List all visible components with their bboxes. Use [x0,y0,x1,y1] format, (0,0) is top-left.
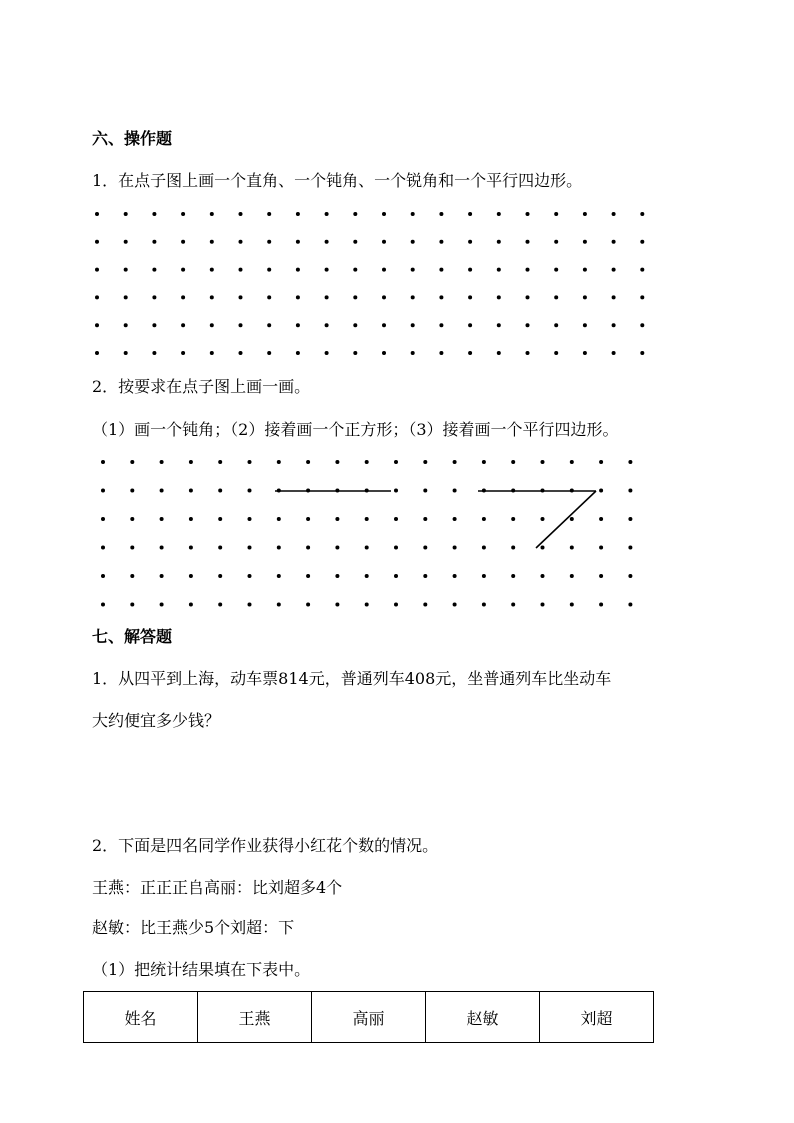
grid-dot [210,240,214,244]
grid-dot [189,546,193,550]
grid-dot [423,546,427,550]
grid-dot [365,603,369,607]
grid-dot [130,574,134,578]
grid-dot [124,351,128,355]
grid-dot [554,268,558,272]
dot-grid-2 [101,460,632,607]
grid-dot [296,295,300,299]
grid-dot [628,574,632,578]
grid-dot [152,351,156,355]
section-6-title: 六、操作题 [92,129,173,148]
table-header-cell: 刘超 [540,992,654,1043]
grid-dot [482,574,486,578]
grid-dot [218,546,222,550]
grid-dot [160,574,164,578]
grid-dot [218,574,222,578]
grid-dot [277,546,281,550]
grid-dot [160,546,164,550]
grid-dot [189,517,193,521]
grid-dot [306,603,310,607]
question-6-1: 1．在点子图上画一个直角、一个钝角、一个锐角和一个平行四边形。 [92,171,583,190]
grid-dot [541,574,545,578]
question-7-2: 2．下面是四名同学作业获得小红花个数的情况。 [92,836,439,855]
grid-dot [152,240,156,244]
grid-dot [365,574,369,578]
grid-dot [306,546,310,550]
grid-dot [382,212,386,216]
grid-dot [335,517,339,521]
grid-dot [248,460,252,464]
grid-dot [248,574,252,578]
grid-dot [453,517,457,521]
question-6-2: 2．按要求在点子图上画一画。 [92,377,311,396]
grid-dot [526,295,530,299]
grid-dot [453,460,457,464]
grid-dot [526,323,530,327]
grid-dot [335,460,339,464]
grid-dot [95,268,99,272]
grid-dot [394,460,398,464]
grid-dot [218,460,222,464]
grid-dot [325,240,329,244]
grid-dot [599,574,603,578]
grid-dot [382,295,386,299]
section-7-title: 七、解答题 [92,627,173,646]
grid-dot [482,460,486,464]
grid-dot [160,460,164,464]
grid-dot [335,574,339,578]
grid-dot [210,268,214,272]
grid-dot [325,351,329,355]
grid-dot [570,460,574,464]
grid-dot [468,295,472,299]
grid-dot [124,295,128,299]
grid-dot [628,489,632,493]
grid-dot [365,517,369,521]
grid-dot [439,240,443,244]
grid-dot [296,323,300,327]
segment-diagonal [536,491,596,548]
grid-dot [160,517,164,521]
grid-dot [583,240,587,244]
grid-dot [353,351,357,355]
grid-dot [267,212,271,216]
question-7-2-sub-1: （1）把统计结果填在下表中。 [92,960,311,979]
grid-dot [511,574,515,578]
grid-dot [612,268,616,272]
grid-dot [382,351,386,355]
drawn-segments [275,491,596,548]
grid-dot [640,212,644,216]
table-header-cell: 王燕 [198,992,312,1043]
grid-dot [640,240,644,244]
grid-dot [160,603,164,607]
grid-dot [411,295,415,299]
grid-dot [511,460,515,464]
grid-dot [267,351,271,355]
grid-dot [218,603,222,607]
question-7-2-line-a: 王燕：正正正𠂤高丽：比刘超多4个 [92,878,343,897]
grid-dot [210,212,214,216]
grid-dot [439,295,443,299]
grid-dot [599,517,603,521]
grid-dot [468,323,472,327]
grid-dot [277,517,281,521]
grid-dot [296,212,300,216]
grid-dot [526,240,530,244]
grid-dot [541,603,545,607]
grid-dot [101,574,105,578]
grid-dot [181,240,185,244]
grid-dot [612,240,616,244]
grid-dot [394,546,398,550]
grid-dot [468,212,472,216]
grid-dot [130,603,134,607]
grid-dot [468,240,472,244]
question-7-1-line-1: 1．从四平到上海，动车票814元，普通列车408元，坐普通列车比坐动车 [92,669,612,688]
grid-dot [570,517,574,521]
tally-table [83,991,654,1043]
grid-dot [482,517,486,521]
grid-dot [599,460,603,464]
grid-dot [267,268,271,272]
grid-dot [189,574,193,578]
grid-dot [411,351,415,355]
grid-dot [439,212,443,216]
grid-dot [239,240,243,244]
grid-dot [411,323,415,327]
grid-dot [210,295,214,299]
grid-dot [325,268,329,272]
grid-dot [541,460,545,464]
grid-dot [210,351,214,355]
grid-dot [101,460,105,464]
grid-dot [277,574,281,578]
grid-dot [411,212,415,216]
grid-dot [353,323,357,327]
grid-dot [152,295,156,299]
grid-dot [306,574,310,578]
grid-dot [365,460,369,464]
grid-dot [554,351,558,355]
grid-dot [570,574,574,578]
grid-dot [95,323,99,327]
grid-dot [181,351,185,355]
grid-dot [640,351,644,355]
grid-dot [160,489,164,493]
grid-dot [526,351,530,355]
grid-dot [541,546,545,550]
grid-dot [640,295,644,299]
grid-dot [218,489,222,493]
grid-dot [511,546,515,550]
grid-dot [394,517,398,521]
question-7-2-line-b: 赵敏：比王燕少5个刘超：下 [92,918,295,937]
grid-dot [353,212,357,216]
table-header-cell: 赵敏 [426,992,540,1043]
grid-dot [482,603,486,607]
grid-dot [152,212,156,216]
grid-dot [152,268,156,272]
grid-dot [394,574,398,578]
grid-dot [95,212,99,216]
grid-dot [497,212,501,216]
table-header-cell: 高丽 [312,992,426,1043]
grid-dot [189,489,193,493]
grid-dot [181,268,185,272]
grid-dot [599,603,603,607]
grid-dot [124,323,128,327]
grid-dot [325,323,329,327]
grid-dot [453,603,457,607]
dot-grid-1 [95,212,644,355]
grid-dot [95,240,99,244]
question-6-2-steps: （1）画一个钝角；（2）接着画一个正方形；（3）接着画一个平行四边形。 [92,420,619,439]
grid-dot [497,295,501,299]
grid-dot [411,268,415,272]
grid-dot [277,460,281,464]
grid-dot [325,212,329,216]
grid-dot [554,295,558,299]
grid-dot [267,323,271,327]
grid-dot [583,351,587,355]
grid-dot [365,546,369,550]
grid-dot [497,323,501,327]
grid-dot [239,351,243,355]
grid-dot [130,460,134,464]
grid-dot [628,460,632,464]
grid-dot [570,546,574,550]
grid-dot [628,603,632,607]
grid-dot [439,351,443,355]
grid-dot [423,517,427,521]
grid-dot [248,517,252,521]
grid-dot [130,546,134,550]
grid-dot [152,323,156,327]
grid-dot [583,212,587,216]
grid-dot [497,268,501,272]
grid-dot [239,323,243,327]
grid-dot [526,212,530,216]
question-7-1-line-2: 大约便宜多少钱？ [92,711,221,730]
grid-dot [628,546,632,550]
grid-dot [124,268,128,272]
grid-dot [101,546,105,550]
grid-dot [248,489,252,493]
grid-dot [382,268,386,272]
grid-dot [423,603,427,607]
grid-dot [335,603,339,607]
grid-dot [353,268,357,272]
grid-dot [189,603,193,607]
grid-dot [296,240,300,244]
grid-dot [599,489,603,493]
grid-dot [612,351,616,355]
grid-dot [248,546,252,550]
grid-dot [423,574,427,578]
grid-dot [239,212,243,216]
grid-dot [497,351,501,355]
grid-dot [335,546,339,550]
grid-dot [239,268,243,272]
grid-dot [267,240,271,244]
grid-dot [353,240,357,244]
grid-dot [306,517,310,521]
grid-dot [95,351,99,355]
grid-dot [482,546,486,550]
grid-dot [453,546,457,550]
grid-dot [296,351,300,355]
grid-dot [511,603,515,607]
grid-dot [583,268,587,272]
grid-dot [468,268,472,272]
grid-dot [497,240,501,244]
grid-dot [239,295,243,299]
grid-dot [181,323,185,327]
grid-dot [101,517,105,521]
grid-dot [511,517,515,521]
grid-dot [411,240,415,244]
grid-dot [124,212,128,216]
grid-dot [468,351,472,355]
grid-dot [218,517,222,521]
grid-dot [325,295,329,299]
grid-dot [101,603,105,607]
grid-dot [640,268,644,272]
grid-dot [439,268,443,272]
grid-dot [394,603,398,607]
grid-dot [353,295,357,299]
grid-dot [526,268,530,272]
grid-dot [306,460,310,464]
grid-dot [453,489,457,493]
grid-dot [439,323,443,327]
grid-dot [181,212,185,216]
grid-dot [599,546,603,550]
grid-dot [95,295,99,299]
grid-dot [248,603,252,607]
grid-dot [583,323,587,327]
grid-dot [570,603,574,607]
grid-dot [382,240,386,244]
grid-dot [394,489,398,493]
grid-dot [554,323,558,327]
grid-dot [423,489,427,493]
grid-dot [101,489,105,493]
grid-dot [189,460,193,464]
grid-dot [210,323,214,327]
grid-dot [612,295,616,299]
grid-dot [541,517,545,521]
grid-dot [554,240,558,244]
grid-dot [267,295,271,299]
grid-dot [382,323,386,327]
grid-dot [612,212,616,216]
grid-dot [296,268,300,272]
grid-dot [554,212,558,216]
grid-dot [130,489,134,493]
grid-dot [628,517,632,521]
grid-dot [130,517,134,521]
grid-dot [423,460,427,464]
table-header-cell: 姓名 [84,992,198,1043]
grid-dot [124,240,128,244]
grid-dot [181,295,185,299]
grid-dot [453,574,457,578]
table-row [84,992,654,1043]
grid-dot [277,603,281,607]
grid-dot [583,295,587,299]
grid-dot [612,323,616,327]
grid-dot [640,323,644,327]
